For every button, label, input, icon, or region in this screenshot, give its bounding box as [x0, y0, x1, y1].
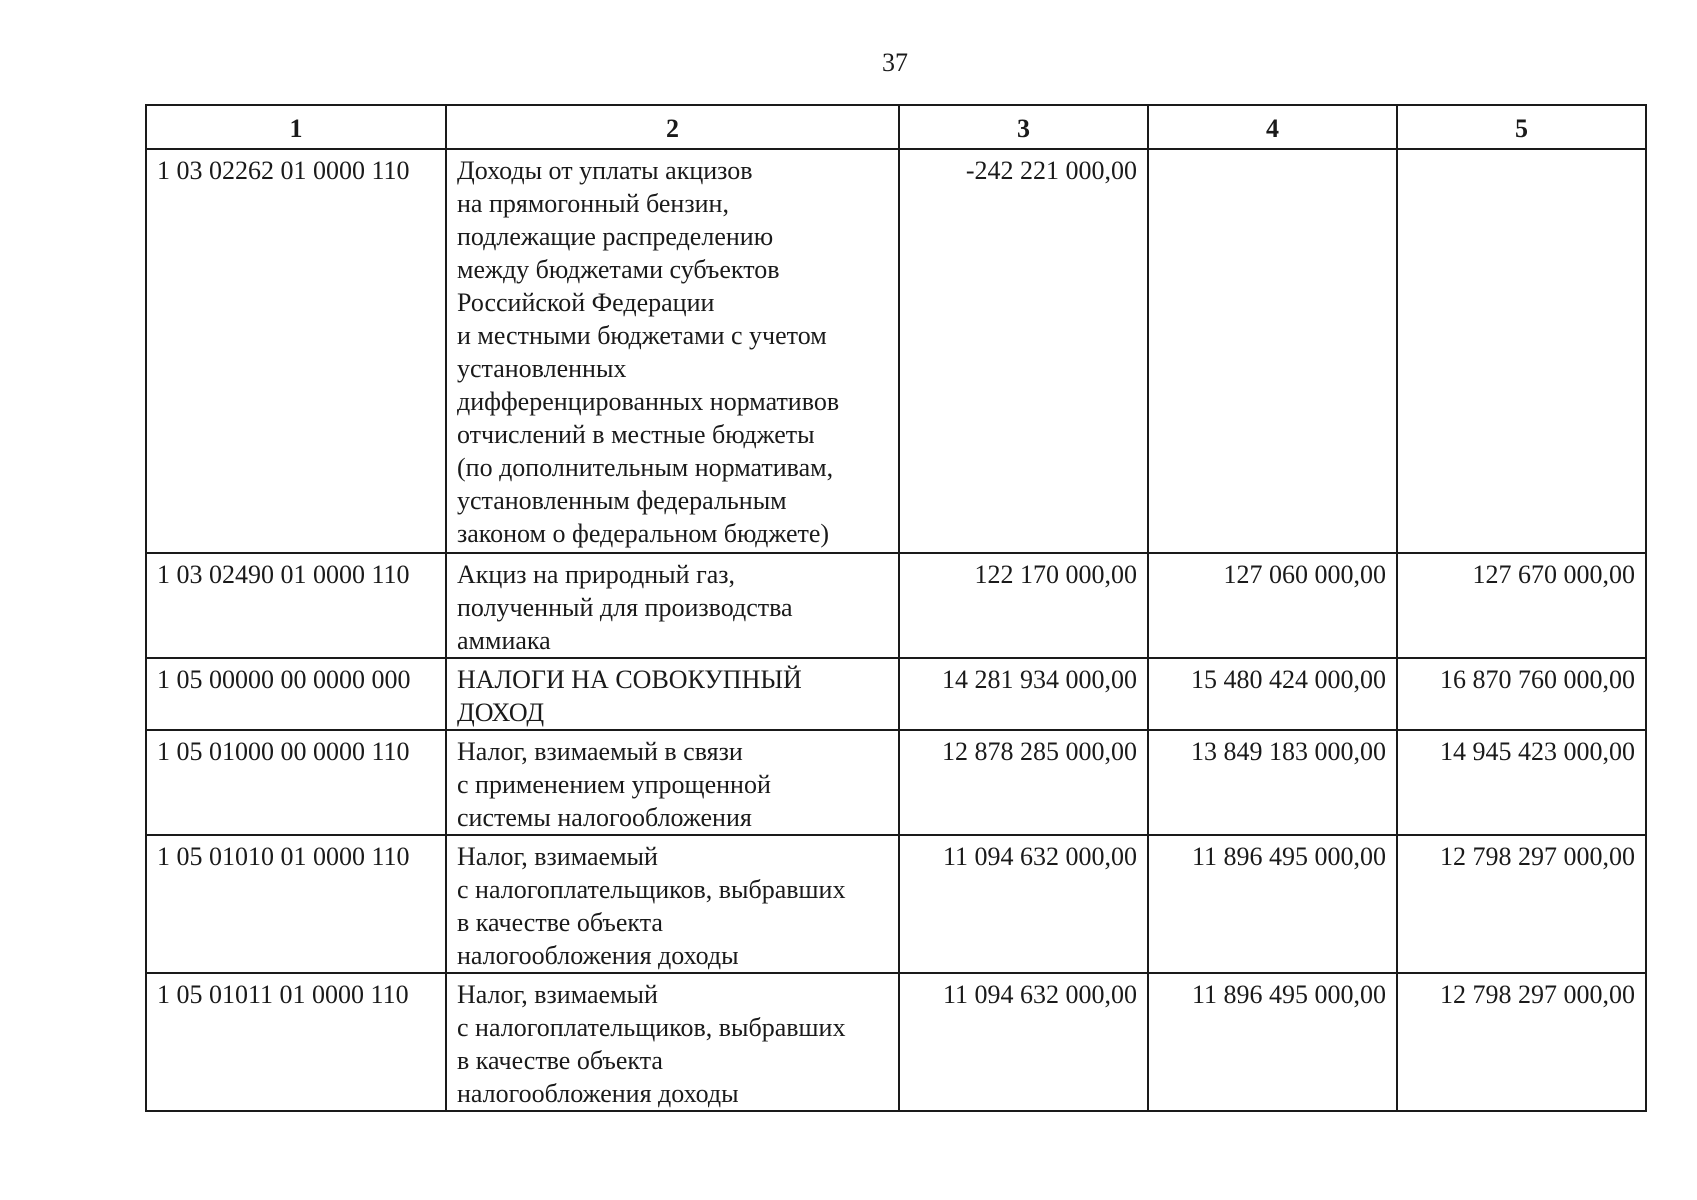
description-line: установленных [457, 354, 627, 383]
description-line: с налогоплательщиков, выбравших [457, 875, 846, 904]
row-description [446, 973, 899, 1111]
description-line: в качестве объекта [457, 908, 663, 937]
row-description [446, 149, 899, 553]
description-line: Налог, взимаемый в связи [457, 737, 743, 766]
description-line: аммиака [457, 626, 551, 655]
description-line: подлежащие распределению [457, 222, 774, 251]
description-line: отчислений в местные бюджеты [457, 420, 815, 449]
description-line: на прямогонный бензин, [457, 189, 729, 218]
column-header-1: 1 [146, 105, 446, 149]
description-line: в качестве объекта [457, 1046, 663, 1075]
classification-code: 1 05 01010 01 0000 110 [146, 835, 446, 973]
amount-col3: 12 878 285 000,00 [899, 730, 1148, 835]
description-line: и местными бюджетами с учетом [457, 321, 827, 350]
amount-col4: 13 849 183 000,00 [1148, 730, 1397, 835]
page-number: 37 [882, 48, 908, 77]
amount-col4: 127 060 000,00 [1148, 553, 1397, 658]
amount-col3: 11 094 632 000,00 [899, 973, 1148, 1111]
column-header-4: 4 [1148, 105, 1397, 149]
amount-col4: 15 480 424 000,00 [1148, 658, 1397, 730]
amount-col3: 11 094 632 000,00 [899, 835, 1148, 973]
description-line: Российской Федерации [457, 288, 715, 317]
amount-col4: 11 896 495 000,00 [1148, 835, 1397, 973]
description-line: Налог, взимаемый [457, 842, 658, 871]
table-row [146, 658, 1646, 730]
table-row [146, 973, 1646, 1111]
amount-col3: 14 281 934 000,00 [899, 658, 1148, 730]
table-row [146, 553, 1646, 658]
amount-col5: 12 798 297 000,00 [1397, 973, 1646, 1111]
description-line: с налогоплательщиков, выбравших [457, 1013, 846, 1042]
row-description [446, 730, 899, 835]
classification-code: 1 03 02262 01 0000 110 [146, 149, 446, 553]
table-row [146, 730, 1646, 835]
amount-col4 [1148, 149, 1397, 553]
amount-col5: 14 945 423 000,00 [1397, 730, 1646, 835]
classification-code: 1 05 01011 01 0000 110 [146, 973, 446, 1111]
amount-col5 [1397, 149, 1646, 553]
description-line: налогообложения доходы [457, 941, 739, 970]
description-line: установленным федеральным [457, 486, 787, 515]
column-header-3: 3 [899, 105, 1148, 149]
amount-col3: -242 221 000,00 [899, 149, 1148, 553]
description-line: полученный для производства [457, 593, 793, 622]
description-line: Доходы от уплаты акцизов [457, 156, 753, 185]
description-line: налогообложения доходы [457, 1079, 739, 1108]
classification-code: 1 03 02490 01 0000 110 [146, 553, 446, 658]
classification-code: 1 05 01000 00 0000 110 [146, 730, 446, 835]
amount-col4: 11 896 495 000,00 [1148, 973, 1397, 1111]
revenue-table [145, 104, 1647, 1112]
description-line: (по дополнительным нормативам, [457, 453, 834, 482]
amount-col5: 127 670 000,00 [1397, 553, 1646, 658]
description-line: с применением упрощенной [457, 770, 771, 799]
description-line: Акциз на природный газ, [457, 560, 736, 589]
amount-col5: 16 870 760 000,00 [1397, 658, 1646, 730]
table-row [146, 149, 1646, 553]
table-row [146, 835, 1646, 973]
description-line: НАЛОГИ НА СОВОКУПНЫЙ [457, 665, 802, 694]
row-description [446, 658, 899, 730]
row-description [446, 553, 899, 658]
classification-code: 1 05 00000 00 0000 000 [146, 658, 446, 730]
description-line: Налог, взимаемый [457, 980, 658, 1009]
column-header-5: 5 [1397, 105, 1646, 149]
description-line: законом о федеральном бюджете) [457, 519, 830, 548]
amount-col5: 12 798 297 000,00 [1397, 835, 1646, 973]
table-header-row [146, 105, 1646, 149]
description-line: дифференцированных нормативов [457, 387, 840, 416]
description-line: системы налогообложения [457, 803, 752, 832]
column-header-2: 2 [446, 105, 899, 149]
row-description [446, 835, 899, 973]
description-line: ДОХОД [457, 698, 545, 727]
description-line: между бюджетами субъектов [457, 255, 780, 284]
amount-col3: 122 170 000,00 [899, 553, 1148, 658]
